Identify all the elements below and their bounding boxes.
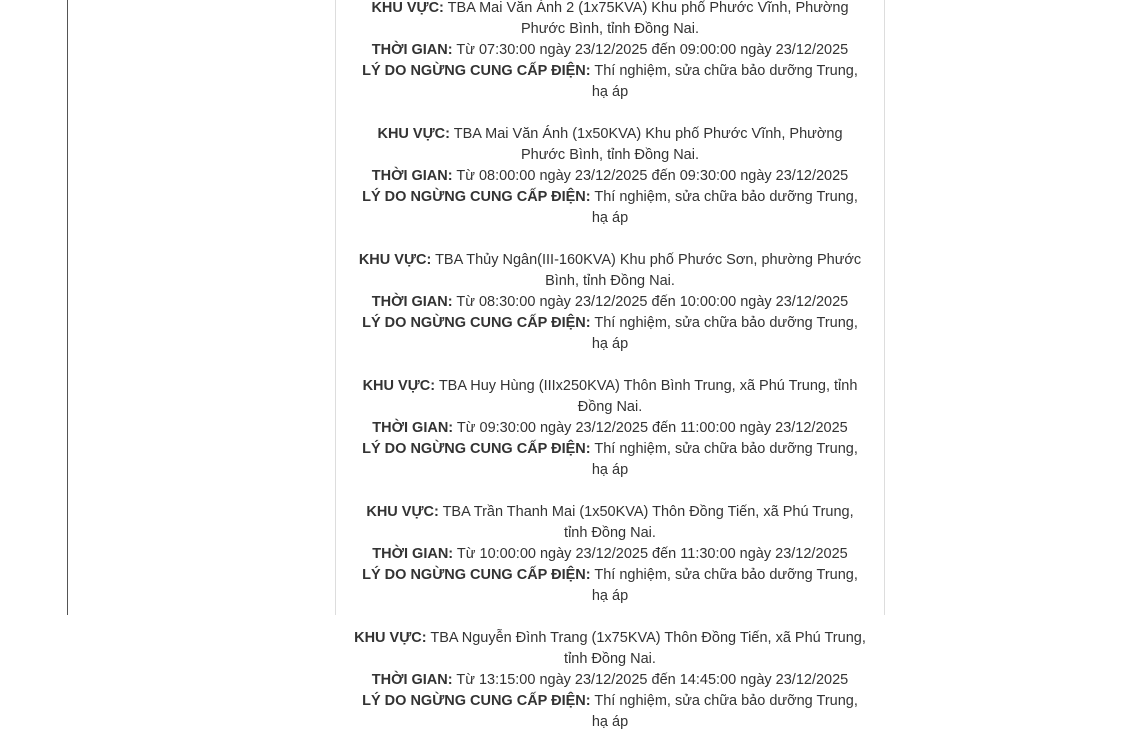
reason-label: LÝ DO NGỪNG CUNG CẤP ĐIỆN:	[362, 63, 591, 79]
area-value: TBA Mai Văn Ánh (1x50KVA) Khu phố Phước Vĩnh, Phường Phước Bình, tỉnh Đồng Nai.	[453, 126, 843, 163]
reason-value: Thí nghiệm, sửa chữa bảo dưỡng Trung, hạ áp	[591, 63, 858, 100]
area-value: TBA Mai Văn Ánh 2 (1x75KVA) Khu phố Phước Vĩnh, Phường Phước Bình, tỉnh Đồng Nai.	[447, 0, 849, 37]
reason-label: LÝ DO NGỪNG CUNG CẤP ĐIỆN:	[362, 315, 591, 331]
outage-item	[354, 502, 866, 607]
reason-label: LÝ DO NGỪNG CUNG CẤP ĐIỆN:	[362, 693, 591, 709]
time-line	[354, 166, 866, 187]
outage-item	[354, 250, 866, 355]
time-value: Từ 07:30:00 ngày 23/12/2025 đến 09:00:00 ngày 23/12/2025	[456, 42, 849, 58]
reason-line	[354, 313, 866, 355]
outage-item	[354, 0, 866, 103]
time-line	[354, 292, 866, 313]
time-line	[354, 40, 866, 61]
area-line	[354, 376, 866, 418]
reason-value: Thí nghiệm, sửa chữa bảo dưỡng Trung, hạ áp	[591, 693, 858, 730]
time-value: Từ 08:00:00 ngày 23/12/2025 đến 09:30:00 ngày 23/12/2025	[456, 168, 849, 184]
time-value: Từ 08:30:00 ngày 23/12/2025 đến 10:00:00 ngày 23/12/2025	[456, 294, 849, 310]
area-line	[354, 124, 866, 166]
reason-line	[354, 691, 866, 733]
area-label: KHU VỰC:	[354, 630, 427, 646]
time-label: THỜI GIAN:	[371, 672, 453, 688]
time-value: Từ 09:30:00 ngày 23/12/2025 đến 11:00:00 ngày 23/12/2025	[456, 420, 848, 436]
time-line	[354, 418, 866, 439]
reason-value: Thí nghiệm, sửa chữa bảo dưỡng Trung, hạ áp	[591, 315, 858, 352]
time-line	[354, 544, 866, 565]
reason-value: Thí nghiệm, sửa chữa bảo dưỡng Trung, hạ áp	[591, 567, 858, 604]
reason-label: LÝ DO NGỪNG CUNG CẤP ĐIỆN:	[362, 189, 591, 205]
reason-line	[354, 187, 866, 229]
area-line	[354, 502, 866, 544]
area-label: KHU VỰC:	[371, 0, 444, 16]
area-value: TBA Trần Thanh Mai (1x50KVA) Thôn Đồng Tiến, xã Phú Trung, tỉnh Đồng Nai.	[442, 504, 854, 541]
reason-line	[354, 565, 866, 607]
outage-list	[336, 0, 884, 754]
time-label: THỜI GIAN:	[372, 546, 454, 562]
time-label: THỜI GIAN:	[371, 168, 453, 184]
reason-value: Thí nghiệm, sửa chữa bảo dưỡng Trung, hạ áp	[591, 189, 858, 226]
reason-line	[354, 61, 866, 103]
left-border-line	[67, 0, 68, 615]
reason-value: Thí nghiệm, sửa chữa bảo dưỡng Trung, hạ áp	[591, 441, 858, 478]
outage-item	[354, 124, 866, 229]
reason-label: LÝ DO NGỪNG CUNG CẤP ĐIỆN:	[362, 441, 591, 457]
outage-item	[354, 628, 866, 733]
area-line	[354, 0, 866, 40]
time-line	[354, 670, 866, 691]
reason-line	[354, 439, 866, 481]
area-value: TBA Huy Hùng (IIIx250KVA) Thôn Bình Trung, xã Phú Trung, tỉnh Đồng Nai.	[438, 378, 858, 415]
outage-item	[354, 376, 866, 481]
time-label: THỜI GIAN:	[372, 420, 454, 436]
area-label: KHU VỰC:	[377, 126, 450, 142]
area-label: KHU VỰC:	[358, 252, 432, 268]
time-label: THỜI GIAN:	[371, 294, 453, 310]
area-label: KHU VỰC:	[362, 378, 436, 394]
time-value: Từ 10:00:00 ngày 23/12/2025 đến 11:30:00 ngày 23/12/2025	[456, 546, 848, 562]
reason-label: LÝ DO NGỪNG CUNG CẤP ĐIỆN:	[362, 567, 591, 583]
outage-notice-panel	[335, 0, 885, 730]
area-value: TBA Nguyễn Đình Trang (1x75KVA) Thôn Đồng Tiến, xã Phú Trung, tỉnh Đồng Nai.	[430, 630, 866, 667]
area-line	[354, 250, 866, 292]
area-line	[354, 628, 866, 670]
time-value: Từ 13:15:00 ngày 23/12/2025 đến 14:45:00 ngày 23/12/2025	[456, 672, 849, 688]
area-value: TBA Thủy Ngân(III-160KVA) Khu phố Phước Sơn, phường Phước Bình, tỉnh Đồng Nai.	[435, 252, 862, 289]
time-label: THỜI GIAN:	[371, 42, 453, 58]
area-label: KHU VỰC:	[366, 504, 439, 520]
